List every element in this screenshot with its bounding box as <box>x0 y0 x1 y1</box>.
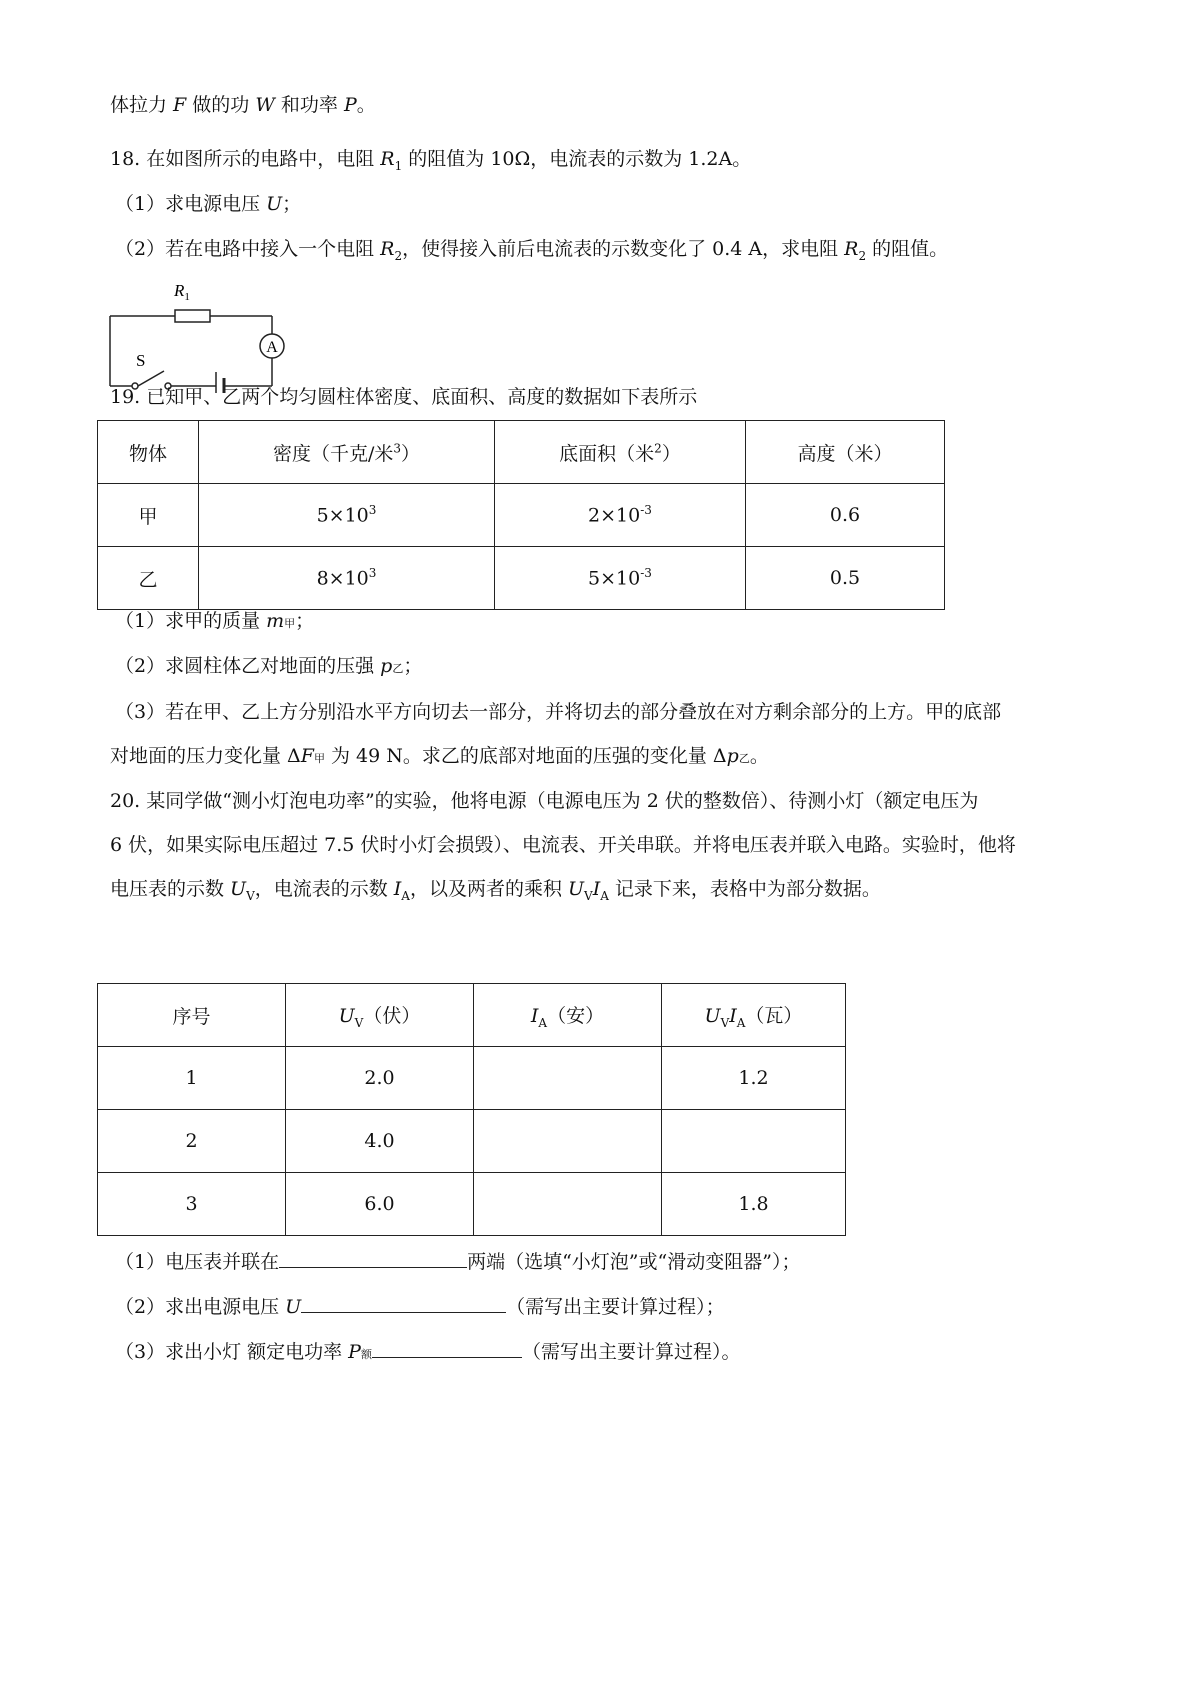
q20-line1: 20. 某同学做“测小灯泡电功率”的实验，他将电源（电源电压为 2 伏的整数倍）、待测小灯（额定电压为 <box>110 790 979 812</box>
cell-name: 乙 <box>98 547 199 610</box>
table-header-row <box>98 421 945 484</box>
cell-index: 2 <box>98 1110 286 1173</box>
answer-blank-2[interactable] <box>301 1294 506 1313</box>
table-row <box>98 484 945 547</box>
q18-part1: （1）求电源电压 U； <box>115 193 302 215</box>
cell-density: $5\times 10^3$ <box>199 484 495 547</box>
q19-stem: 19. 已知甲、乙两个均匀圆柱体密度、底面积、高度的数据如下表所示 <box>110 386 698 408</box>
table-row <box>98 1047 846 1110</box>
circuit-diagram <box>100 278 300 393</box>
resistor-label: $R_1$ <box>174 281 190 303</box>
q20-line2: 6 伏，如果实际电压超过 7.5 伏时小灯会损毁）、电流表、开关串联。并将电压表并联入电路。实验时，他将 <box>110 834 1016 856</box>
header-product: $U_VI_A$（瓦） <box>662 984 846 1047</box>
cell-area: $2\times 10^{-3}$ <box>495 484 746 547</box>
q20-line3: 电压表的示数 $U_V$，电流表的示数 $I_A$，以及两者的乘积 $U_VI_A$ 记录下来，表格中为部分数据。 <box>110 878 881 903</box>
table-header-row <box>98 984 846 1047</box>
q19-part2: （2）求圆柱体乙对地面的压强 p乙； <box>115 655 423 677</box>
cell-current <box>474 1173 662 1236</box>
resistor-r1 <box>175 310 210 322</box>
cell-index: 1 <box>98 1047 286 1110</box>
q19-part1: （1）求甲的质量 m甲； <box>115 610 315 632</box>
cell-current <box>474 1110 662 1173</box>
table-row <box>98 547 945 610</box>
cell-area: $5\times 10^{-3}$ <box>495 547 746 610</box>
answer-blank-3[interactable] <box>372 1339 522 1358</box>
experiment-table <box>97 983 846 1236</box>
cell-voltage: 2.0 <box>286 1047 474 1110</box>
cell-index: 3 <box>98 1173 286 1236</box>
q18-stem: 18. 在如图所示的电路中，电阻 $R_1$ 的阻值为 10Ω，电流表的示数为 1.2A。 <box>110 148 752 173</box>
header-density: 密度（千克/米$^3$） <box>199 421 495 484</box>
cell-voltage: 4.0 <box>286 1110 474 1173</box>
density-table <box>97 420 945 610</box>
cell-height: 0.6 <box>746 484 945 547</box>
header-area: 底面积（米$^2$） <box>495 421 746 484</box>
header-current: $I_A$（安） <box>474 984 662 1047</box>
answer-blank-1[interactable] <box>279 1249 467 1268</box>
q20-part2: （2）求出电源电压 U （需写出主要计算过程）； <box>115 1296 725 1318</box>
cell-height: 0.5 <box>746 547 945 610</box>
table-row <box>98 1110 846 1173</box>
q18-part2: （2）若在电路中接入一个电阻 $R_2$，使得接入前后电流表的示数变化了 0.4 A，求电阻 $R_2$ 的阻值。 <box>115 238 949 263</box>
q20-part3: （3）求出小灯 额定电功率 P额 （需写出主要计算过程）。 <box>115 1341 741 1363</box>
cell-current <box>474 1047 662 1110</box>
cell-product: 1.2 <box>662 1047 846 1110</box>
q20-part1: （1）电压表并联在 两端（选填“小灯泡”或“滑动变阻器”）； <box>115 1251 801 1273</box>
cell-name: 甲 <box>98 484 199 547</box>
header-object: 物体 <box>98 421 199 484</box>
header-voltage: $U_V$（伏） <box>286 984 474 1047</box>
q19-part3: （3）若在甲、乙上方分别沿水平方向切去一部分，并将切去的部分叠放在对方剩余部分的上方。甲的底部 <box>115 701 1002 723</box>
table-row <box>98 1173 846 1236</box>
header-height: 高度（米） <box>746 421 945 484</box>
cell-density: $8\times 10^3$ <box>199 547 495 610</box>
header-index: 序号 <box>98 984 286 1047</box>
q17-tail: 体拉力 F 做的功 W 和功率 P。 <box>110 94 376 116</box>
switch-label: S <box>136 351 146 370</box>
q19-part3-cont: 对地面的压力变化量 ΔF甲 为 49 N。求乙的底部对地面的压强的变化量 Δp乙。 <box>110 745 769 767</box>
cell-voltage: 6.0 <box>286 1173 474 1236</box>
cell-product: 1.8 <box>662 1173 846 1236</box>
cell-product <box>662 1110 846 1173</box>
ammeter-label: A <box>266 339 278 356</box>
